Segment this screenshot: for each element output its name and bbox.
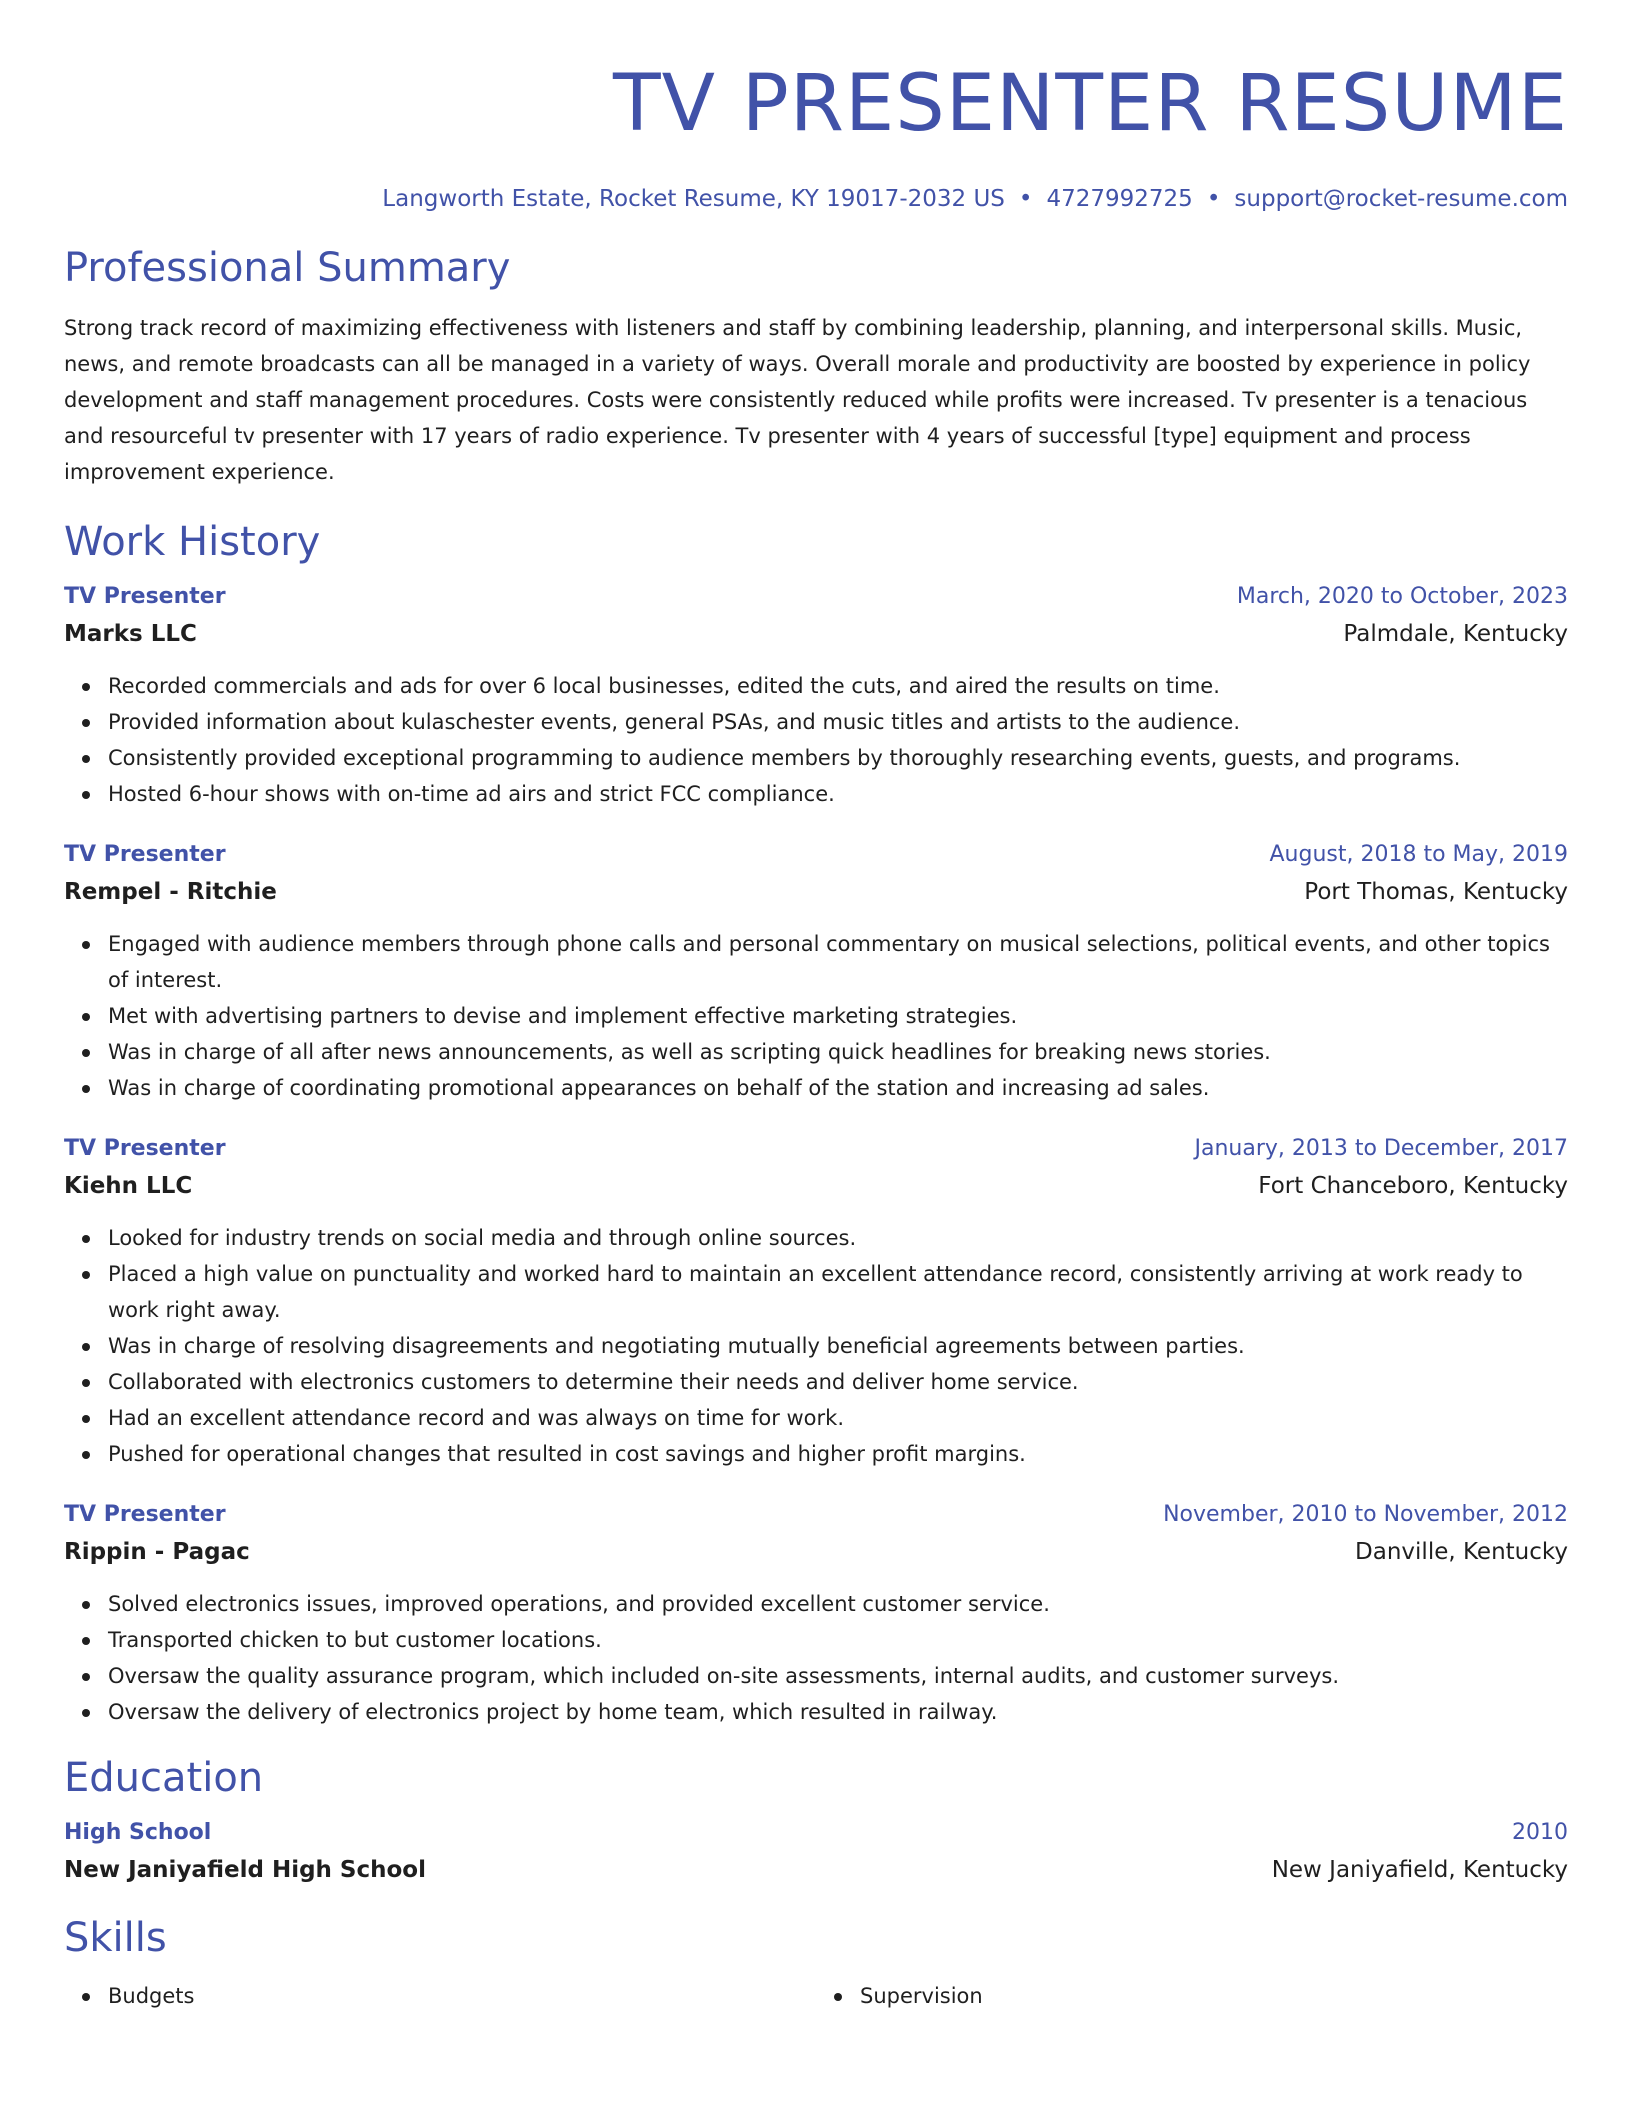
contact-line: [64, 182, 1568, 216]
job-bullet: Had an excellent attendance record and was always on time for work.: [108, 1400, 1568, 1436]
skills-heading: Skills: [64, 1915, 167, 1961]
job-bullet: Met with advertising partners to devise and implement effective marketing strategies.: [108, 998, 1568, 1034]
job-dates: March, 2020 to October, 2023: [1236, 584, 1568, 609]
contact-separator: •: [1018, 186, 1033, 212]
job-title: TV Presenter: [64, 1502, 226, 1527]
job-dates: January, 2013 to December, 2017: [1194, 1136, 1568, 1161]
education-year: 2010: [1512, 1820, 1568, 1845]
summary-text: Strong track record of maximizing effectiveness with listeners and staff by combining leadership, planning, and interpersonal skills. Music, news, and remote broadcasts can all be managed in a variety of ways. Overall morale and productivity are boosted by experience in policy development and staff management procedures. Costs were consistently reduced while profits were increased. Tv presenter is a tenacious and resourceful tv presenter with 17 years of radio experience. Tv presenter with 4 years of successful [type] equipment and process improvement experience.: [64, 316, 1531, 484]
skills-column-left: [64, 1978, 816, 2014]
resume-header: [64, 56, 1568, 216]
job-bullet: Placed a high value on punctuality and worked hard to maintain an excellent attendance record, consistently arriving at work ready to work right away.: [108, 1256, 1568, 1328]
summary-heading: Professional Summary: [64, 245, 511, 291]
job-bullet: Oversaw the quality assurance program, which included on-site assessments, internal audits, and customer surveys.: [108, 1658, 1568, 1694]
job-bullet: Engaged with audience members through phone calls and personal commentary on musical selections, political events, and other topics of interest.: [108, 926, 1568, 998]
job-title: TV Presenter: [64, 1136, 226, 1161]
job-bullet: Transported chicken to but customer locations.: [108, 1622, 1568, 1658]
work-history-heading: Work History: [64, 519, 321, 565]
job-company: Rippin - Pagac: [64, 1539, 250, 1565]
job-location: Fort Chanceboro, Kentucky: [1258, 1173, 1568, 1199]
job-bullets: [64, 1220, 1568, 1472]
job-location: Port Thomas, Kentucky: [1304, 879, 1568, 905]
job-dates: November, 2010 to November, 2012: [1163, 1502, 1568, 1527]
job-bullet: Consistently provided exceptional programming to audience members by thoroughly researching events, guests, and programs.: [108, 740, 1568, 776]
job-bullet: Collaborated with electronics customers to determine their needs and deliver home service.: [108, 1364, 1568, 1400]
job-location: Danville, Kentucky: [1355, 1539, 1568, 1565]
job-dates: August, 2018 to May, 2019: [1269, 842, 1568, 867]
resume-title: TV PRESENTER RESUME: [612, 59, 1568, 149]
job-bullets: [64, 1586, 1568, 1730]
contact-separator: •: [1206, 186, 1221, 212]
education-degree: High School: [64, 1820, 212, 1845]
job-company: Rempel - Ritchie: [64, 879, 277, 905]
job-entry: [64, 838, 1568, 1106]
education-school: New Janiyafield High School: [64, 1857, 426, 1883]
job-title: TV Presenter: [64, 584, 226, 609]
job-bullet: Hosted 6-hour shows with on-time ad airs and strict FCC compliance.: [108, 776, 1568, 812]
job-bullet: Oversaw the delivery of electronics project by home team, which resulted in railway.: [108, 1694, 1568, 1730]
skill-item: Budgets: [108, 1978, 816, 2014]
education-entry: [64, 1816, 1568, 1890]
job-bullet: Was in charge of all after news announcements, as well as scripting quick headlines for breaking news stories.: [108, 1034, 1568, 1070]
job-entry: [64, 580, 1568, 812]
work-history-list: [64, 580, 1568, 1730]
job-bullet: Pushed for operational changes that resulted in cost savings and higher profit margins.: [108, 1436, 1568, 1472]
contact-address: Langworth Estate, Rocket Resume, KY 19017-2032 US: [382, 186, 1005, 212]
job-location: Palmdale, Kentucky: [1343, 621, 1568, 647]
job-bullet: Looked for industry trends on social media and through online sources.: [108, 1220, 1568, 1256]
job-bullet: Provided information about kulaschester events, general PSAs, and music titles and artists to the audience.: [108, 704, 1568, 740]
skills-column-right: [816, 1978, 1568, 2014]
job-bullets: [64, 668, 1568, 812]
job-bullet: Solved electronics issues, improved operations, and provided excellent customer service.: [108, 1586, 1568, 1622]
education-location: New Janiyafield, Kentucky: [1271, 1857, 1568, 1883]
job-company: Kiehn LLC: [64, 1173, 193, 1199]
contact-phone: 4727992725: [1046, 186, 1193, 212]
skill-item: Supervision: [860, 1978, 1568, 2014]
job-bullet: Was in charge of coordinating promotional appearances on behalf of the station and increasing ad sales.: [108, 1070, 1568, 1106]
job-bullet: Was in charge of resolving disagreements and negotiating mutually beneficial agreements between parties.: [108, 1328, 1568, 1364]
education-heading: Education: [64, 1755, 264, 1801]
job-bullets: [64, 926, 1568, 1106]
job-bullet: Recorded commercials and ads for over 6 local businesses, edited the cuts, and aired the results on time.: [108, 668, 1568, 704]
job-entry: [64, 1132, 1568, 1472]
job-company: Marks LLC: [64, 621, 197, 647]
contact-email[interactable]: support@rocket-resume.com: [1234, 186, 1568, 212]
job-title: TV Presenter: [64, 842, 226, 867]
skills-list: [64, 1978, 1568, 2014]
job-entry: [64, 1498, 1568, 1730]
